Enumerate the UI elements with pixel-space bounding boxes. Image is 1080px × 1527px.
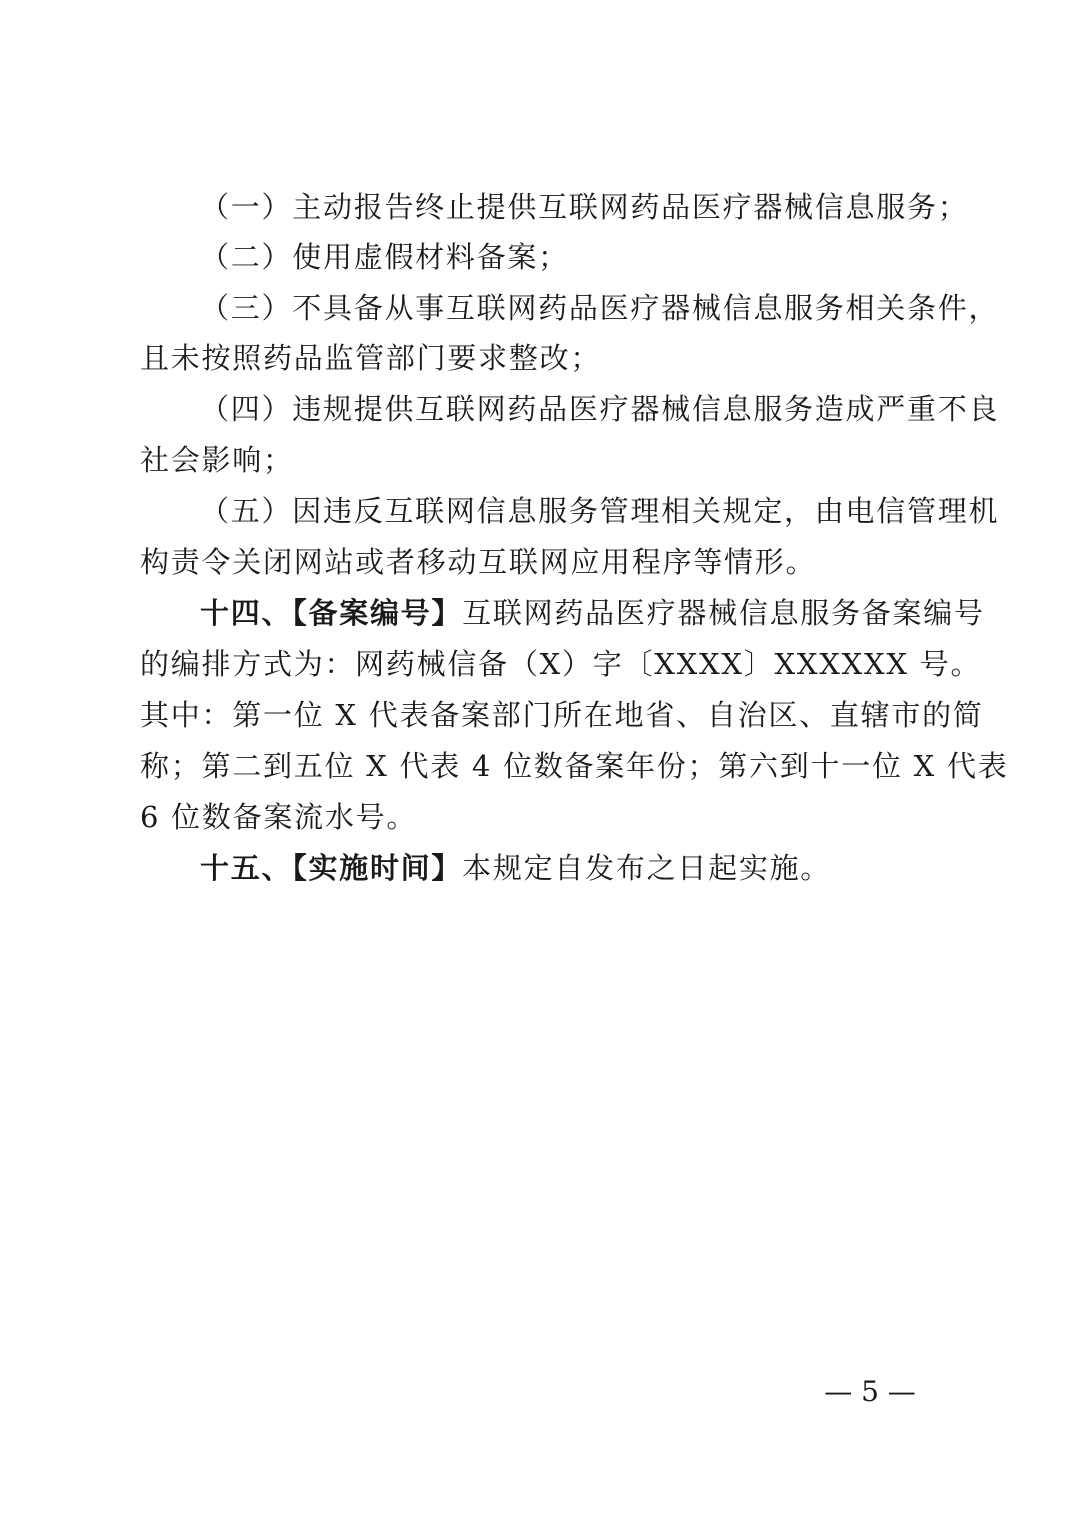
article-15-paragraph [200,842,940,894]
list-item-3: （三）不具备从事互联网药品医疗器械信息服务相关条件， [200,291,1000,325]
article-14-text: 互联网药品医疗器械信息服务备案编号 [462,596,985,630]
article-14-line-5: 6 位数备案流水号。 [140,800,418,834]
list-item-4: （四）违规提供互联网药品医疗器械信息服务造成严重不良 [200,392,1000,426]
list-item-4-continued: 社会影响； [140,443,294,477]
article-14-line-3: 其中：第一位 X 代表备案部门所在地省、自治区、直辖市的简 [140,698,984,732]
list-item-5-continued: 构责令关闭网站或者移动互联网应用程序等情形。 [140,545,817,579]
list-item-3-continued: 且未按照药品监管部门要求整改； [140,341,602,375]
page-number: — 5 — [824,1375,916,1408]
article-15-text: 本规定自发布之日起实施。 [462,851,832,885]
list-item-5: （五）因违反互联网信息服务管理相关规定，由电信管理机 [200,494,1000,528]
article-14-heading: 十四、【备案编号】 [200,596,463,630]
list-item-1: （一）主动报告终止提供互联网药品医疗器械信息服务； [200,190,969,224]
article-15-heading: 十五、【实施时间】 [200,851,463,885]
article-14-line-4: 称；第二到五位 X 代表 4 位数备案年份；第六到十一位 X 代表 [140,749,1009,783]
list-item-2: （二）使用虚假材料备案； [200,240,569,274]
article-14-paragraph [200,587,985,639]
article-14-line-2: 的编排方式为：网药械信备（X）字〔XXXX〕XXXXXX 号。 [140,647,982,681]
